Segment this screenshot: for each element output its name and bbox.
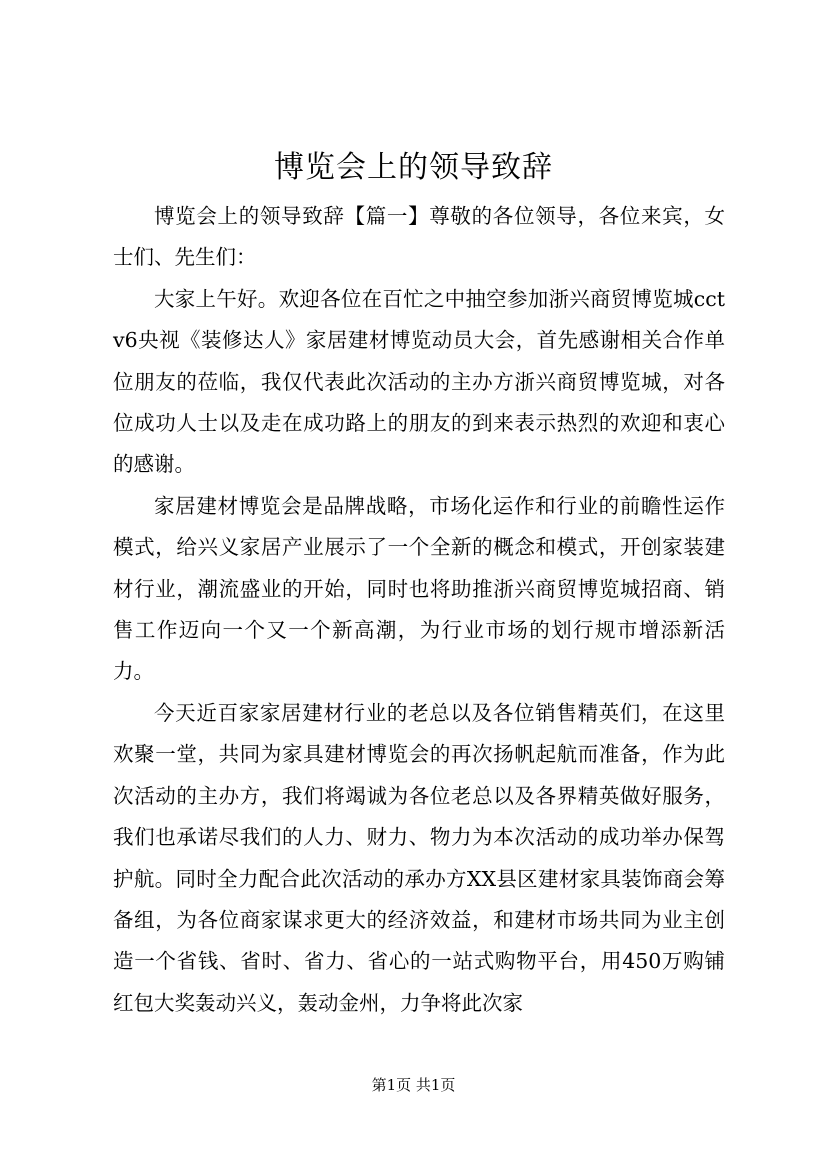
paragraph-4: 今天近百家家居建材行业的老总以及各位销售精英们，在这里欢聚一堂，共同为家具建材博览会的再次扬帆起航而准备，作为此次活动的主办方，我们将竭诚为各位老总以及各界精英做好服务，我们也承诺尽我们的人力、财力、物力为本次活动的成功举办保驾护航。同时全力配合此次活动的承办方XX县区建材家具装饰商会筹备组，为各位商家谋求更大的经济效益，和建材市场共同为业主创造一个省钱、省时、省力、省心的一站式购物平台，用450万购铺红包大奖轰动兴义，轰动金州，力争将此次家	[113, 700, 725, 1015]
paragraph-1: 博览会上的领导致辞【篇一】尊敬的各位领导，各位来宾，女士们、先生们：	[113, 204, 725, 270]
document-title: 博览会上的领导致辞	[274, 150, 553, 185]
document-body	[113, 196, 725, 1024]
page-footer: 第1页 共1页	[371, 1076, 456, 1094]
paragraph-3: 家居建材博览会是品牌战略，市场化运作和行业的前瞻性运作模式，给兴义家居产业展示了一个全新的概念和模式，开创家装建材行业，潮流盛业的开始，同时也将助推浙兴商贸博览城招商、销售工作迈向一个又一个新高潮，为行业市场的划行规市增添新活力。	[113, 493, 725, 684]
paragraph-2: 大家上午好。欢迎各位在百忙之中抽空参加浙兴商贸博览城cctv6央视《装修达人》家居建材博览动员大会，首先感谢相关合作单位朋友的莅临，我仅代表此次活动的主办方浙兴商贸博览城，对各位成功人士以及走在成功路上的朋友的到来表示热烈的欢迎和衷心的感谢。	[113, 286, 725, 477]
